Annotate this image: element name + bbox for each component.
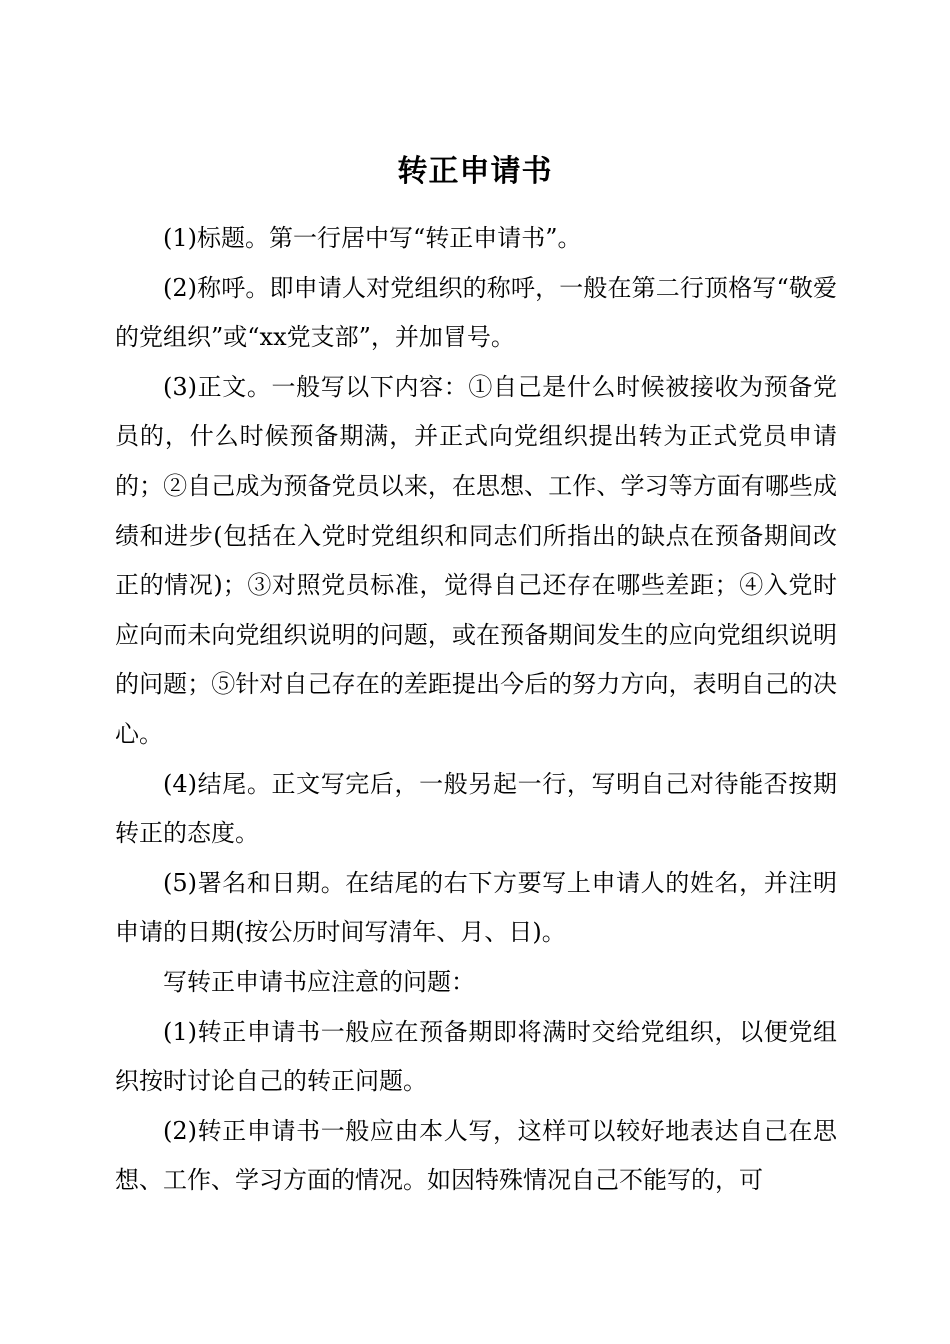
paragraph-title-rule: (1)标题。第一行居中写“转正申请书”。 [163, 224, 582, 252]
document-body [115, 214, 837, 1206]
paragraph-note-author: (2)转正申请书一般应由本人写，这样可以较好地表达自己在思想、工作、学习方面的情况。如因特殊情况自己不能写的，可 [115, 1116, 837, 1195]
paragraph-body-rule: (3)正文。一般写以下内容：①自己是什么时候被接收为预备党员的，什么时候预备期满，并正式向党组织提出转为正式党员申请的；②自己成为预备党员以来，在思想、工作、学习等方面有哪些成绩和进步(包括在入党时党组织和同志们所指出的缺点在预备期间改正的情况)；③对照党员标准，觉得自己还存在哪些差距；④入党时应向而未向党组织说明的问题，或在预备期间发生的应向党组织说明的问题；⑤针对自己存在的差距提出今后的努力方向，表明自己的决心。 [115, 372, 837, 748]
document-title: 转正申请书 [397, 154, 553, 189]
paragraph-salutation-rule: (2)称呼。即申请人对党组织的称呼，一般在第二行顶格写“敬爱的党组织”或“xx党支部”，并加冒号。 [115, 273, 837, 352]
paragraph-signature-rule: (5)署名和日期。在结尾的右下方要写上申请人的姓名，并注明申请的日期(按公历时间写清年、月、日)。 [115, 868, 837, 947]
paragraph-note-timing: (1)转正申请书一般应在预备期即将满时交给党组织，以便党组织按时讨论自己的转正问题。 [115, 1017, 837, 1096]
paragraph-ending-rule: (4)结尾。正文写完后，一般另起一行，写明自己对待能否按期转正的态度。 [115, 769, 837, 848]
paragraph-notes-heading: 写转正申请书应注意的问题： [163, 967, 475, 996]
